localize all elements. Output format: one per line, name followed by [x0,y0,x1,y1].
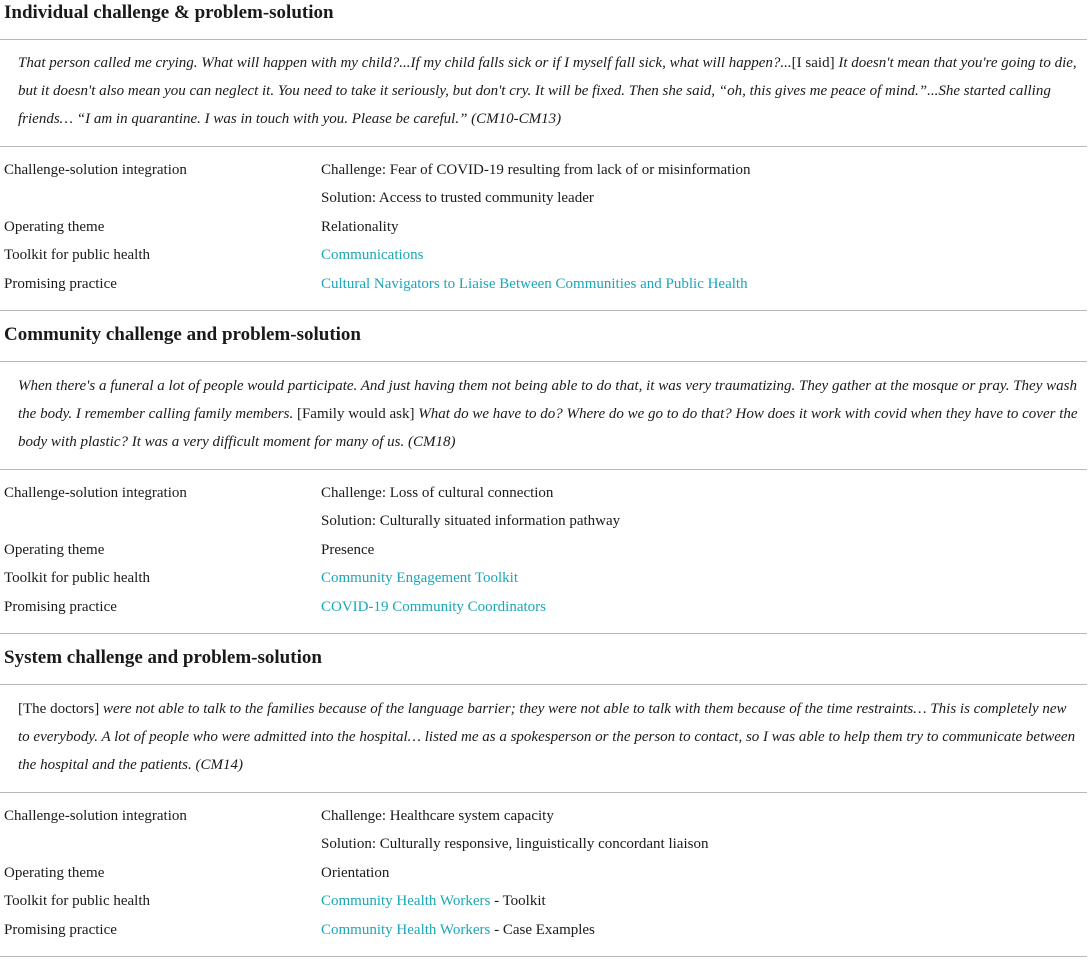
community-health-workers-link[interactable]: Community Health Workers [321,922,491,938]
row-label: Operating theme [4,542,105,558]
row-label: Challenge-solution integration [4,808,187,824]
quote-text: [The doctors] [18,701,103,717]
divider [0,633,1087,634]
row-label: Operating theme [4,219,105,235]
row-value: Solution: Culturally situated information pathway [321,513,621,529]
divider [0,684,1087,685]
divider [0,469,1087,470]
quote-text: That person called me crying. What will happen with my child?...If my child falls sick or if I myself fall sick, what will happen?... [18,55,792,71]
row-value: Solution: Access to trusted community leader [321,190,594,206]
row-label: Promising practice [4,599,117,615]
row-value [321,891,546,911]
link-suffix: - Case Examples [490,922,595,938]
quote-text: What do we have to do? Where do we go to do that? How does it work with covid when they have to cover the body with plastic? It was a very difficult moment for many of us. (CM18) [18,406,1078,450]
row-label: Toolkit for public health [4,893,151,909]
divider [0,792,1087,793]
quote-text: When there's a funeral a lot of people would participate. And just having them not being able to do that, it was very traumatizing. They gather at the mosque or pray. They wash the body. I remember calling family members. [18,378,1077,422]
quote-block [18,372,1078,456]
row-value: Challenge: Healthcare system capacity [321,808,554,824]
section-title: Community challenge and problem-solution [4,324,361,345]
quote-text: were not able to talk to the families because of the language barrier; they were not able to talk with them because of the time restraints… This is completely new to everybody. A lot of people who were admitted into the hospital… listed me as a spokesperson or the person to contact, so I was able to help them try to communicate between the hospital and the patients. (CM14) [18,701,1076,773]
covid-community-coordinators-link[interactable]: COVID-19 Community Coordinators [321,599,546,615]
row-label: Operating theme [4,865,105,881]
divider [0,956,1087,957]
divider [0,310,1087,311]
row-label: Challenge-solution integration [4,162,187,178]
row-value: Relationality [321,219,399,235]
row-label: Toolkit for public health [4,570,151,586]
quote-block [18,695,1078,779]
link-suffix: - Toolkit [490,893,546,909]
community-engagement-toolkit-link[interactable]: Community Engagement Toolkit [321,570,518,586]
row-value: Solution: Culturally responsive, linguistically concordant liaison [321,836,709,852]
communications-link[interactable]: Communications [321,247,424,263]
row-value: Presence [321,542,375,558]
cultural-navigators-link[interactable]: Cultural Navigators to Liaise Between Communities and Public Health [321,276,748,292]
community-health-workers-link[interactable]: Community Health Workers [321,893,491,909]
row-value [321,920,595,940]
row-value: Challenge: Fear of COVID-19 resulting from lack of or misinformation [321,162,751,178]
row-label: Promising practice [4,276,117,292]
row-value: Challenge: Loss of cultural connection [321,485,554,501]
row-label: Promising practice [4,922,117,938]
section-title: System challenge and problem-solution [4,647,322,668]
quote-text: It doesn't mean that you're going to die, but it doesn't also mean you can neglect it. You need to take it seriously, but don't cry. It will be fixed. Then she said, “oh, this gives me peace of mind.”...She started calling friends… “I am in quarantine. I was in touch with you. Please be careful.” (CM10-CM13) [18,55,1077,127]
divider [0,361,1087,362]
quote-block [18,49,1078,133]
row-value: Orientation [321,865,390,881]
quote-text: [I said] [791,55,839,71]
quote-text: [Family would ask] [296,406,419,422]
row-label: Challenge-solution integration [4,485,187,501]
row-label: Toolkit for public health [4,247,151,263]
divider [0,146,1087,147]
divider [0,39,1087,40]
section-title: Individual challenge & problem-solution [4,2,334,23]
